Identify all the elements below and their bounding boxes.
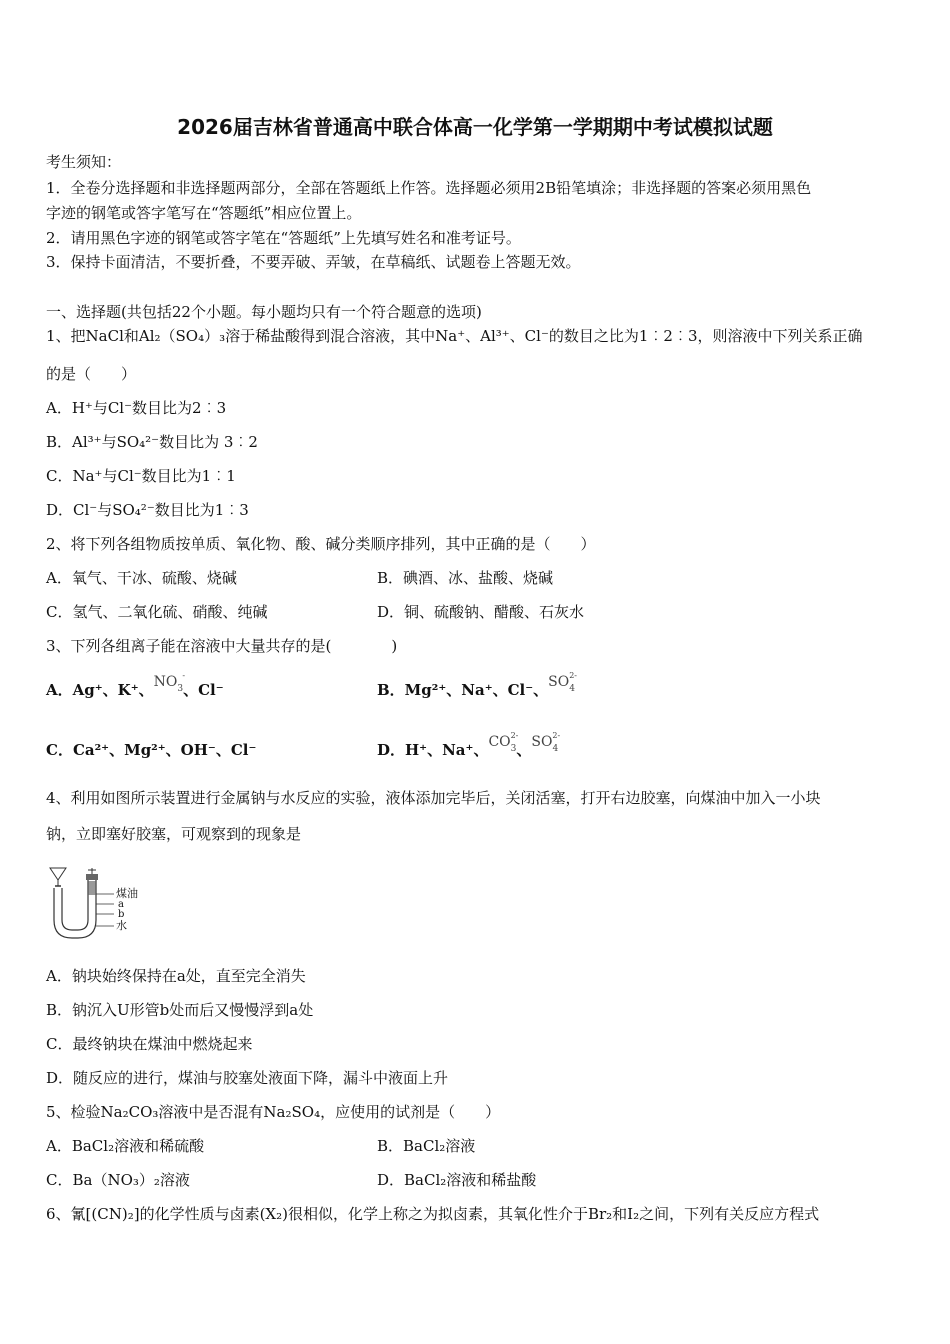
q3-option-b[interactable] <box>377 671 577 702</box>
q2-option-c[interactable]: C．氢气、二氧化硫、硝酸、纯碱 <box>46 603 268 621</box>
label-a: a <box>118 899 124 910</box>
q2-option-a[interactable]: A．氧气、干冰、硫酸、烧碱 <box>46 569 237 587</box>
page-title: 2026届吉林省普通高中联合体高一化学第一学期期中考试模拟试题 <box>177 115 773 139</box>
notice-item-1: 1．全卷分选择题和非选择题两部分，全部在答题纸上作答。选择题必须用2B铅笔填涂；非选择题的答案必须用黑色 <box>46 179 812 197</box>
notice-heading: 考生须知： <box>46 153 122 171</box>
notice-item-3: 3．保持卡面清洁，不要折叠，不要弄破、弄皱，在草稿纸、试题卷上答题无效。 <box>46 253 581 271</box>
q3-a-suffix: 、Cl⁻ <box>183 681 224 699</box>
u-tube-apparatus-diagram <box>46 864 156 944</box>
q3-b-prefix: B．Mg²⁺、Na⁺、Cl⁻、 <box>377 681 549 699</box>
sulfate-ion: $SO_4$ 2- <box>531 731 561 754</box>
section-heading: 一、选择题(共包括22个小题。每小题均只有一个符合题意的选项) <box>46 303 482 321</box>
q3-a-prefix: A．Ag⁺、K⁺、 <box>46 681 154 699</box>
q5-option-b[interactable]: B．BaCl₂溶液 <box>377 1137 476 1155</box>
label-kerosene: 煤油 <box>116 887 138 900</box>
q4-option-d[interactable]: D．随反应的进行，煤油与胶塞处液面下降，漏斗中液面上升 <box>46 1069 449 1087</box>
label-water: 水 <box>116 919 127 932</box>
nitrate-ion: $NO_3$ - <box>153 671 186 694</box>
q5-option-d[interactable]: D．BaCl₂溶液和稀盐酸 <box>377 1171 537 1189</box>
q5-stem: 5、检验Na₂CO₃溶液中是否混有Na₂SO₄，应使用的试剂是（ ） <box>46 1103 501 1121</box>
q1-option-a[interactable]: A．H⁺与Cl⁻数目比为2︰3 <box>46 399 227 417</box>
q4-option-c[interactable]: C．最终钠块在煤油中燃烧起来 <box>46 1035 253 1053</box>
q3-stem: 3、下列各组离子能在溶液中大量共存的是( ) <box>46 637 398 655</box>
q4-option-a[interactable]: A．钠块始终保持在a处，直至完全消失 <box>46 967 306 985</box>
q3-option-d[interactable] <box>377 731 561 762</box>
sulfate-ion: $SO_4$ 2- <box>548 671 577 694</box>
q2-stem: 2、将下列各组物质按单质、氧化物、酸、碱分类顺序排列，其中正确的是（ ） <box>46 535 596 553</box>
notice-item-1-cont: 字迹的钢笔或答字笔写在“答题纸”相应位置上。 <box>46 204 362 222</box>
q1-option-c[interactable]: C．Na⁺与Cl⁻数目比为1︰1 <box>46 467 236 485</box>
q1-stem: 1、把NaCl和Al₂（SO₄）₃溶于稀盐酸得到混合溶液，其中Na⁺、Al³⁺、Cl⁻的数目之比为1︰2︰3，则溶液中下列关系正确 <box>46 327 863 345</box>
q1-stem-cont: 的是（ ） <box>46 365 137 383</box>
q1-option-b[interactable]: B．Al³⁺与SO₄²⁻数目比为 3︰2 <box>46 433 258 451</box>
carbonate-ion: $CO_3$ 2- <box>488 731 519 754</box>
q3-option-a[interactable] <box>46 671 224 702</box>
q4-option-b[interactable]: B．钠沉入U形管b处而后又慢慢浮到a处 <box>46 1001 314 1019</box>
q4-stem-cont: 钠，立即塞好胶塞，可观察到的现象是 <box>46 825 302 843</box>
q5-option-c[interactable]: C．Ba（NO₃）₂溶液 <box>46 1171 190 1189</box>
u-tube-icon <box>46 864 156 944</box>
q5-option-a[interactable]: A．BaCl₂溶液和稀硫酸 <box>46 1137 205 1155</box>
notice-item-2: 2．请用黑色字迹的钢笔或答字笔在“答题纸”上先填写姓名和准考证号。 <box>46 229 521 247</box>
q3-option-c[interactable]: C．Ca²⁺、Mg²⁺、OH⁻、Cl⁻ <box>46 741 257 759</box>
q4-stem: 4、利用如图所示装置进行金属钠与水反应的实验，液体添加完毕后，关闭活塞，打开右边胶塞，向煤油中加入一小块 <box>46 789 821 807</box>
q2-option-b[interactable]: B．碘酒、冰、盐酸、烧碱 <box>377 569 554 587</box>
q3-d-sep: 、 <box>516 741 532 759</box>
q2-option-d[interactable]: D．铜、硫酸钠、醋酸、石灰水 <box>377 603 585 621</box>
q3-d-prefix: D．H⁺、Na⁺、 <box>377 741 489 759</box>
label-b: b <box>118 909 125 920</box>
q6-stem: 6、氰[(CN)₂]的化学性质与卤素(X₂)很相似，化学上称之为拟卤素，其氧化性介于Br₂和I₂之间，下列有关反应方程式 <box>46 1205 820 1223</box>
q1-option-d[interactable]: D．Cl⁻与SO₄²⁻数目比为1︰3 <box>46 501 249 519</box>
